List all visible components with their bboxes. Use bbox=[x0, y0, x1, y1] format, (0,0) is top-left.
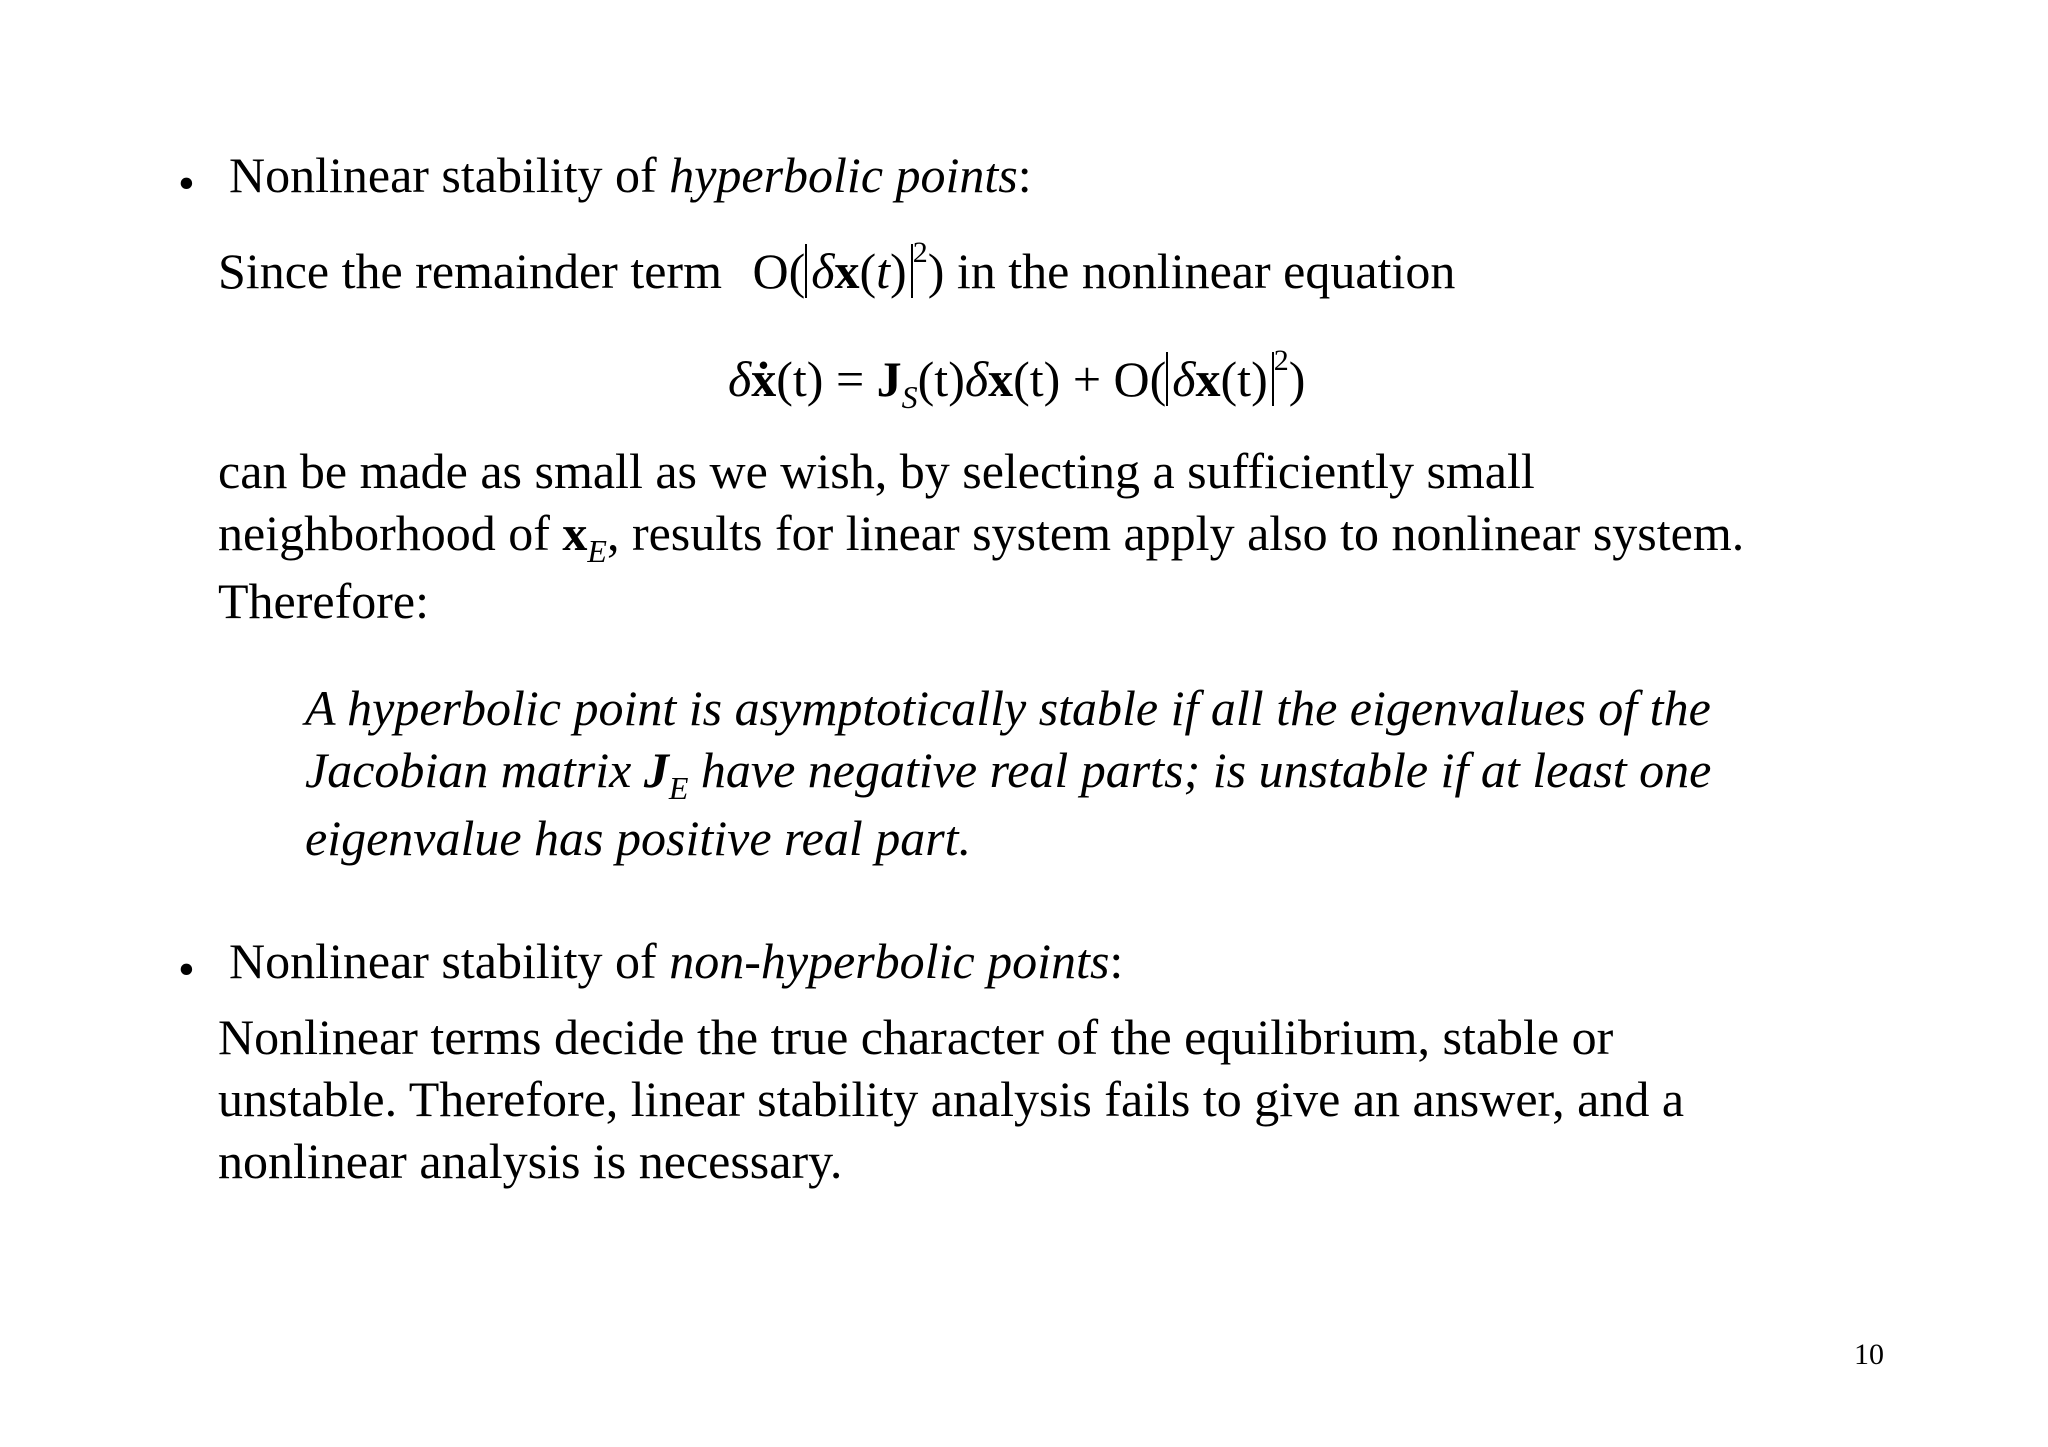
section1-intro-line bbox=[218, 236, 1456, 310]
eq-x2: x bbox=[988, 351, 1014, 407]
eq-lhs-delta: δ bbox=[728, 351, 752, 407]
section1-title bbox=[229, 147, 1032, 203]
remainder-abs bbox=[805, 244, 912, 298]
eq-lhs-args: (t) bbox=[776, 351, 824, 407]
line3-x: x bbox=[562, 505, 588, 561]
section1-para bbox=[218, 440, 1744, 632]
eq-J-sub: S bbox=[901, 379, 918, 415]
statement-line2-suffix: have negative real parts; is unstable if at least one bbox=[688, 742, 1712, 798]
intro-after: in the nonlinear equation bbox=[956, 243, 1456, 299]
eq-close: ) bbox=[1288, 351, 1306, 407]
remainder-exp: 2 bbox=[912, 236, 928, 269]
eq-J: J bbox=[876, 351, 902, 407]
eq-abs bbox=[1166, 352, 1273, 406]
section2-line3: nonlinear analysis is necessary. bbox=[218, 1133, 843, 1189]
section1-line2: can be made as small as we wish, by selecting a sufficiently small bbox=[218, 443, 1535, 499]
remainder-paren-close: ) bbox=[890, 243, 907, 299]
bullet-1: • bbox=[178, 157, 195, 210]
remainder-paren-open: ( bbox=[859, 243, 877, 299]
remainder-x: x bbox=[834, 243, 860, 299]
section2-line1: Nonlinear terms decide the true character of the equilibrium, stable or bbox=[218, 1009, 1614, 1065]
section2-para bbox=[218, 1006, 1684, 1192]
section1-line4: Therefore: bbox=[218, 573, 429, 629]
remainder-t: t bbox=[876, 243, 891, 299]
page-number: 10 bbox=[1854, 1338, 1884, 1371]
section2-title bbox=[229, 933, 1124, 989]
eq-lhs-x: ẋ bbox=[751, 351, 777, 407]
eq-equals: = bbox=[823, 351, 877, 407]
remainder-O: O( bbox=[752, 243, 806, 299]
statement-line3: eigenvalue has positive real part. bbox=[305, 810, 972, 866]
intro-before: Since the remainder term bbox=[218, 243, 722, 299]
statement-line2 bbox=[305, 739, 1711, 807]
section2-title-suffix: : bbox=[1109, 933, 1124, 989]
eq-O: O( bbox=[1113, 351, 1167, 407]
stability-statement bbox=[305, 677, 1711, 869]
line3-sub: E bbox=[587, 533, 607, 569]
eq-x2-args: (t) bbox=[1013, 351, 1061, 407]
remainder-close: ) bbox=[927, 243, 945, 299]
line3-suffix: , results for linear system apply also to nonlinear system. bbox=[606, 505, 1745, 561]
display-equation bbox=[728, 344, 1306, 415]
statement-J-sub: E bbox=[668, 770, 689, 806]
eq-x3-args: (t) bbox=[1220, 351, 1268, 407]
eq-J-args: (t) bbox=[917, 351, 965, 407]
eq-exp: 2 bbox=[1273, 344, 1289, 377]
statement-J: J bbox=[643, 742, 669, 798]
section1-title-suffix: : bbox=[1017, 147, 1032, 203]
section2-line2: unstable. Therefore, linear stability analysis fails to give an answer, and a bbox=[218, 1071, 1685, 1127]
bullet-2: • bbox=[178, 943, 195, 996]
remainder-term bbox=[752, 236, 945, 299]
section1-line3 bbox=[218, 502, 1744, 570]
eq-delta3: δ bbox=[1172, 351, 1196, 407]
section1-title-prefix: Nonlinear stability of bbox=[229, 147, 670, 203]
section2-title-prefix: Nonlinear stability of bbox=[229, 933, 670, 989]
statement-line2-prefix: Jacobian matrix bbox=[305, 742, 644, 798]
line3-prefix: neighborhood of bbox=[218, 505, 563, 561]
eq-plus: + bbox=[1060, 351, 1114, 407]
section2-title-italic: non-hyperbolic points bbox=[669, 933, 1110, 989]
eq-delta2: δ bbox=[964, 351, 989, 407]
section1-title-italic: hyperbolic points bbox=[669, 147, 1018, 203]
eq-x3: x bbox=[1195, 351, 1221, 407]
statement-line1: A hyperbolic point is asymptotically stable if all the eigenvalues of the bbox=[305, 680, 1711, 736]
remainder-delta: δ bbox=[811, 243, 835, 299]
